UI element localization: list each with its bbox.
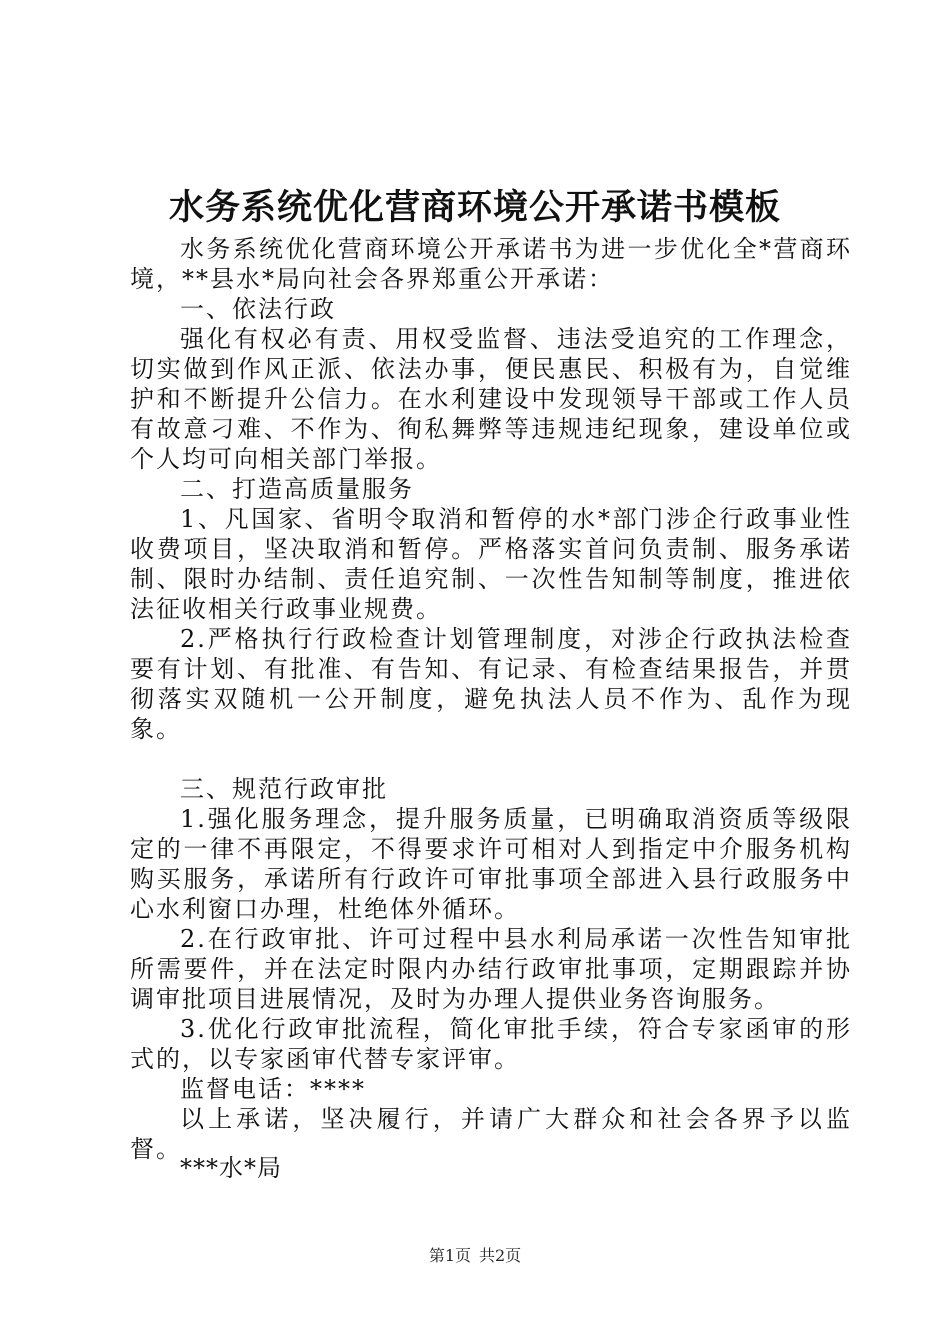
body-paragraph: 1.强化服务理念，提升服务质量，已明确取消资质等级限定的一律不再限定，不得要求许可相对人到指定中介服务机构购买服务，承诺所有行政许可审批事项全部进入县行政服务中心水利窗口办理，杜绝体外循环。 <box>130 805 852 923</box>
document-title: 水务系统优化营商环境公开承诺书模板 <box>168 188 781 228</box>
page-total: 共2页 <box>479 1246 522 1265</box>
body-paragraph: 3.优化行政审批流程，简化审批手续，符合专家函审的形式的，以专家函审代替专家评审。 <box>130 1015 852 1073</box>
page-number: 第1页 <box>428 1246 471 1265</box>
body-paragraph: 1、凡国家、省明令取消和暂停的水*部门涉企行政事业性收费项目，坚决取消和暂停。严格落实首问负责制、服务承诺制、限时办结制、责任追究制、一次性告知制等制度，推进依法征收相关行政事业规费。 <box>130 505 852 623</box>
document-body <box>130 234 852 1164</box>
intro-paragraph: 水务系统优化营商环境公开承诺书为进一步优化全*营商环境，**县水*局向社会各界郑重公开承诺： <box>130 235 852 293</box>
body-paragraph: 2.在行政审批、许可过程中县水利局承诺一次性告知审批所需要件，并在法定时限内办结行政审批事项，定期跟踪并协调审批项目进展情况，及时为办理人提供业务咨询服务。 <box>130 925 852 1013</box>
paragraph-gap <box>130 744 852 774</box>
signature: ***水*局 <box>180 1154 282 1182</box>
page-footer <box>0 1246 950 1266</box>
body-paragraph: 2.严格执行行政检查计划管理制度，对涉企行政执法检查要有计划、有批准、有告知、有记录、有检查结果报告，并贯彻落实双随机一公开制度，避免执法人员不作为、乱作为现象。 <box>130 625 852 743</box>
closing-paragraph: 以上承诺，坚决履行，并请广大群众和社会各界予以监督。 <box>130 1105 852 1163</box>
section-heading-2: 二、打造高质量服务 <box>180 475 414 503</box>
section-heading-3: 三、规范行政审批 <box>180 775 388 803</box>
section-heading-1: 一、依法行政 <box>180 295 336 323</box>
supervision-phone: 监督电话：**** <box>180 1075 366 1103</box>
body-paragraph: 强化有权必有责、用权受监督、违法受追究的工作理念，切实做到作风正派、依法办事，便民惠民、积极有为，自觉维护和不断提升公信力。在水利建设中发现领导干部或工作人员有故意刁难、不作为、徇私舞弊等违规违纪现象，建设单位或个人均可向相关部门举报。 <box>130 325 852 473</box>
